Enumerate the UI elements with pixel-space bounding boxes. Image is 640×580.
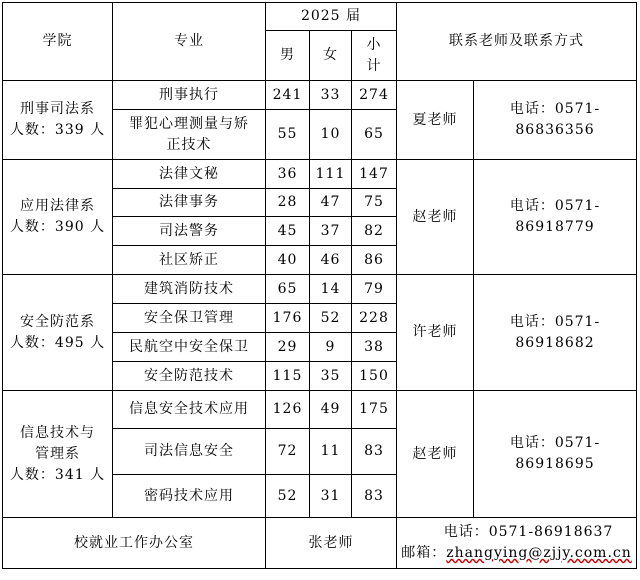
- subtotal-count: 86: [352, 246, 397, 275]
- male-count: 36: [266, 160, 310, 189]
- subtotal-count: 147: [352, 160, 397, 189]
- table-row: [3, 275, 637, 304]
- subtotal-count: 228: [352, 304, 397, 333]
- male-count: 55: [266, 110, 310, 160]
- major-name: 密码技术应用: [113, 475, 266, 518]
- college-cell: [3, 391, 113, 518]
- male-count: 126: [266, 391, 310, 429]
- college-name: 刑事司法系: [20, 101, 95, 117]
- subtotal-count: 274: [352, 81, 397, 110]
- college-count: 人数：341 人: [9, 466, 106, 483]
- teacher-phone: 电话：0571-86918779: [474, 160, 637, 275]
- office-row: [3, 518, 637, 569]
- teacher-name: 许老师: [397, 275, 474, 391]
- table-row: [3, 391, 637, 429]
- header-row-1: [3, 3, 637, 31]
- male-count: 45: [266, 217, 310, 246]
- male-count: 72: [266, 429, 310, 475]
- female-count: 111: [310, 160, 352, 189]
- female-count: 46: [310, 246, 352, 275]
- female-count: 33: [310, 81, 352, 110]
- teacher-name: 夏老师: [397, 81, 474, 160]
- teacher-phone: 电话：0571-86918695: [474, 391, 637, 518]
- female-count: 52: [310, 304, 352, 333]
- year-header: 2025 届: [266, 3, 397, 31]
- office-contact-cell: [397, 518, 637, 569]
- office-phone: 电话：0571-86918637: [443, 524, 614, 540]
- college-cell: [3, 81, 113, 160]
- table-row: [3, 160, 637, 189]
- office-email-label: 邮箱：: [401, 545, 447, 561]
- teacher-phone: 电话：0571-86836356: [474, 81, 637, 160]
- major-header: 专业: [113, 3, 266, 81]
- college-count: 人数：495 人: [9, 334, 106, 351]
- major-name: 建筑消防技术: [113, 275, 266, 304]
- female-count: 10: [310, 110, 352, 160]
- subtotal-count: 83: [352, 429, 397, 475]
- major-name: 刑事执行: [113, 81, 266, 110]
- college-cell: [3, 275, 113, 391]
- teacher-name: 赵老师: [397, 160, 474, 275]
- female-header: 女: [310, 31, 352, 81]
- female-count: 47: [310, 189, 352, 217]
- female-count: 31: [310, 475, 352, 518]
- subtotal-count: 150: [352, 362, 397, 391]
- table-row: [3, 81, 637, 110]
- contact-header: 联系老师及联系方式: [397, 3, 637, 81]
- office-teacher: 张老师: [266, 518, 397, 569]
- college-name-line-1: 信息技术与: [20, 424, 95, 441]
- subtotal-count: 65: [352, 110, 397, 160]
- female-count: 37: [310, 217, 352, 246]
- subtotal-count: 83: [352, 475, 397, 518]
- college-name: 应用法律系: [20, 198, 95, 214]
- subtotal-count: 79: [352, 275, 397, 304]
- subtotal-header: [352, 31, 397, 81]
- male-count: 65: [266, 275, 310, 304]
- teacher-phone: 电话：0571-86918682: [474, 275, 637, 391]
- male-count: 40: [266, 246, 310, 275]
- female-count: 35: [310, 362, 352, 391]
- major-name: 民航空中安全保卫: [113, 333, 266, 362]
- subtotal-count: 38: [352, 333, 397, 362]
- male-count: 29: [266, 333, 310, 362]
- college-count: 人数：339 人: [9, 122, 106, 138]
- college-count: 人数：390 人: [9, 219, 106, 235]
- major-name: 信息安全技术应用: [113, 391, 266, 429]
- female-count: 49: [310, 391, 352, 429]
- office-email[interactable]: zhangying@zjjy.com.cn: [446, 545, 632, 561]
- major-name: 司法警务: [113, 217, 266, 246]
- major-name: 安全保卫管理: [113, 304, 266, 333]
- major-name: 法律事务: [113, 189, 266, 217]
- subtotal-header-line-1: 小: [366, 36, 382, 53]
- subtotal-count: 75: [352, 189, 397, 217]
- teacher-name: 赵老师: [397, 391, 474, 518]
- office-email-line: [400, 543, 633, 564]
- male-count: 241: [266, 81, 310, 110]
- male-count: 52: [266, 475, 310, 518]
- male-count: 176: [266, 304, 310, 333]
- college-name-line-2: 管理系: [35, 445, 80, 462]
- male-count: 28: [266, 189, 310, 217]
- subtotal-header-line-2: 计: [366, 57, 382, 74]
- subtotal-count: 82: [352, 217, 397, 246]
- major-name: 司法信息安全: [113, 429, 266, 475]
- major-name: 法律文秘: [113, 160, 266, 189]
- major-name: 社区矫正: [113, 246, 266, 275]
- college-cell: [3, 160, 113, 275]
- office-name: 校就业工作办公室: [3, 518, 266, 569]
- male-count: 115: [266, 362, 310, 391]
- female-count: 11: [310, 429, 352, 475]
- college-header: 学院: [3, 3, 113, 81]
- major-name: 安全防范技术: [113, 362, 266, 391]
- male-header: 男: [266, 31, 310, 81]
- female-count: 14: [310, 275, 352, 304]
- graduates-contact-table: [2, 2, 637, 569]
- female-count: 9: [310, 333, 352, 362]
- college-name: 安全防范系: [20, 313, 95, 330]
- major-name-line-2: 正技术: [166, 136, 212, 153]
- major-name: [113, 110, 266, 160]
- subtotal-count: 175: [352, 391, 397, 429]
- major-name-line-1: 罪犯心理测量与矫: [129, 115, 249, 132]
